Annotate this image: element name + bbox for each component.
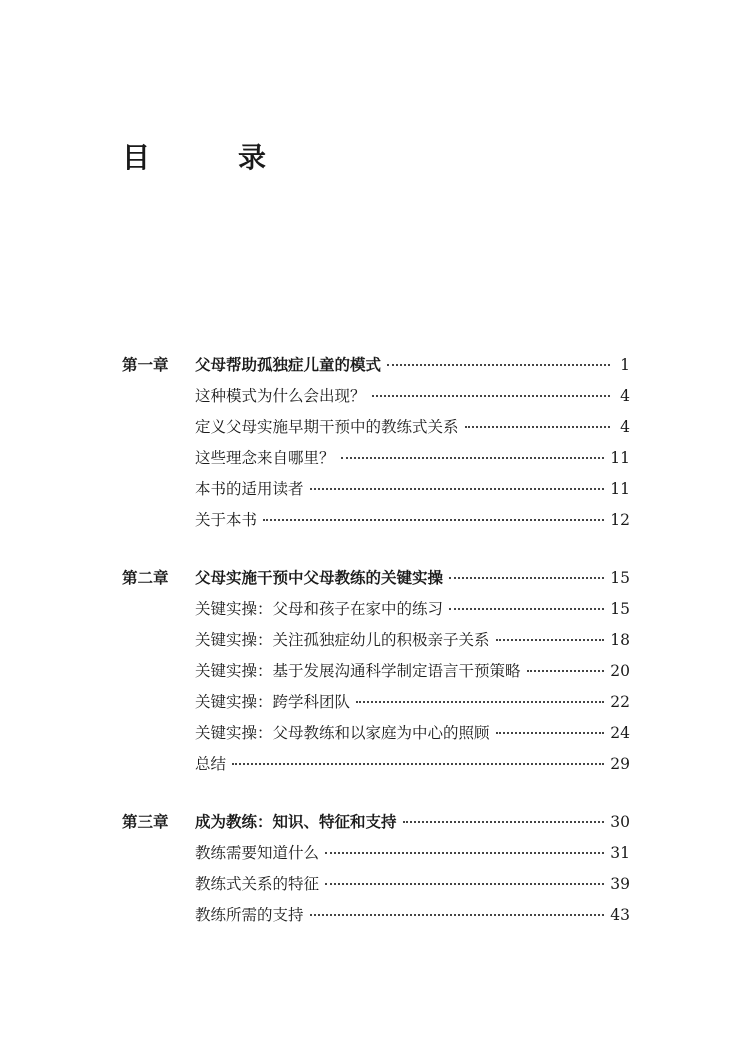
section-title: 教练所需的支持: [195, 906, 304, 924]
toc-section-row[interactable]: [122, 505, 630, 536]
toc-section-row[interactable]: [122, 838, 630, 869]
page-number: 15: [610, 600, 630, 618]
section-title: 关键实操：跨学科团队: [195, 693, 351, 711]
section-title: 这些理念来自哪里？: [195, 449, 335, 467]
page-number: 30: [610, 813, 630, 831]
chapter-title: 父母帮助孤独症儿童的模式: [195, 356, 382, 374]
toc-section-row[interactable]: [122, 412, 630, 443]
section-title: 总结: [195, 755, 227, 773]
dot-leader: [263, 518, 604, 521]
toc-section-row[interactable]: [122, 687, 630, 718]
page-number: 18: [610, 631, 630, 649]
chapter-title: 成为教练：知识、特征和支持: [195, 813, 397, 831]
section-title: 定义父母实施早期干预中的教练式关系: [195, 418, 459, 436]
dot-leader: [372, 394, 610, 397]
chapter-3: [122, 807, 630, 931]
toc-section-row[interactable]: [122, 381, 630, 412]
toc-section-row[interactable]: [122, 718, 630, 749]
toc-section-row[interactable]: [122, 443, 630, 474]
toc-section-row[interactable]: [122, 656, 630, 687]
chapter-number: 第三章: [122, 813, 169, 831]
dot-leader: [387, 363, 610, 366]
section-title: 本书的适用读者: [195, 480, 304, 498]
chapter-1: [122, 350, 630, 536]
section-title: 关键实操：父母和孩子在家中的练习: [195, 600, 444, 618]
dot-leader: [310, 487, 605, 490]
toc-chapter-row[interactable]: [122, 350, 630, 381]
toc-chapter-row[interactable]: [122, 563, 630, 594]
dot-leader: [465, 425, 610, 428]
table-of-contents: [122, 350, 630, 958]
page-number: 29: [610, 755, 630, 773]
page-title: 目 录: [122, 141, 297, 174]
page-number: 43: [610, 906, 630, 924]
page-number: 1: [620, 356, 630, 374]
page-number: 12: [610, 511, 630, 529]
page-number: 24: [610, 724, 630, 742]
page-number: 11: [610, 449, 630, 467]
section-title: 关键实操：父母教练和以家庭为中心的照顾: [195, 724, 490, 742]
toc-section-row[interactable]: [122, 594, 630, 625]
toc-chapter-row[interactable]: [122, 807, 630, 838]
toc-section-row[interactable]: [122, 749, 630, 780]
dot-leader: [341, 456, 605, 459]
dot-leader: [232, 762, 604, 765]
page-number: 39: [610, 875, 630, 893]
chapter-number: 第一章: [122, 356, 169, 374]
page-number: 20: [610, 662, 630, 680]
page-number: 22: [610, 693, 630, 711]
dot-leader: [496, 638, 605, 641]
toc-section-row[interactable]: [122, 474, 630, 505]
page-number: 4: [620, 387, 630, 405]
section-title: 教练式关系的特征: [195, 875, 320, 893]
chapter-title: 父母实施干预中父母教练的关键实操: [195, 569, 444, 587]
toc-section-row[interactable]: [122, 900, 630, 931]
dot-leader: [496, 731, 605, 734]
dot-leader: [449, 576, 604, 579]
section-title: 这种模式为什么会出现？: [195, 387, 366, 405]
dot-leader: [527, 669, 605, 672]
chapter-2: [122, 563, 630, 780]
toc-section-row[interactable]: [122, 869, 630, 900]
dot-leader: [356, 700, 604, 703]
section-title: 关键实操：基于发展沟通科学制定语言干预策略: [195, 662, 521, 680]
dot-leader: [325, 851, 604, 854]
dot-leader: [449, 607, 604, 610]
chapter-number: 第二章: [122, 569, 169, 587]
page-number: 15: [610, 569, 630, 587]
dot-leader: [310, 913, 605, 916]
section-title: 教练需要知道什么: [195, 844, 320, 862]
page-number: 11: [610, 480, 630, 498]
section-title: 关键实操：关注孤独症幼儿的积极亲子关系: [195, 631, 490, 649]
page-number: 4: [620, 418, 630, 436]
section-title: 关于本书: [195, 511, 258, 529]
dot-leader: [325, 882, 604, 885]
dot-leader: [403, 820, 605, 823]
page-number: 31: [610, 844, 630, 862]
toc-section-row[interactable]: [122, 625, 630, 656]
